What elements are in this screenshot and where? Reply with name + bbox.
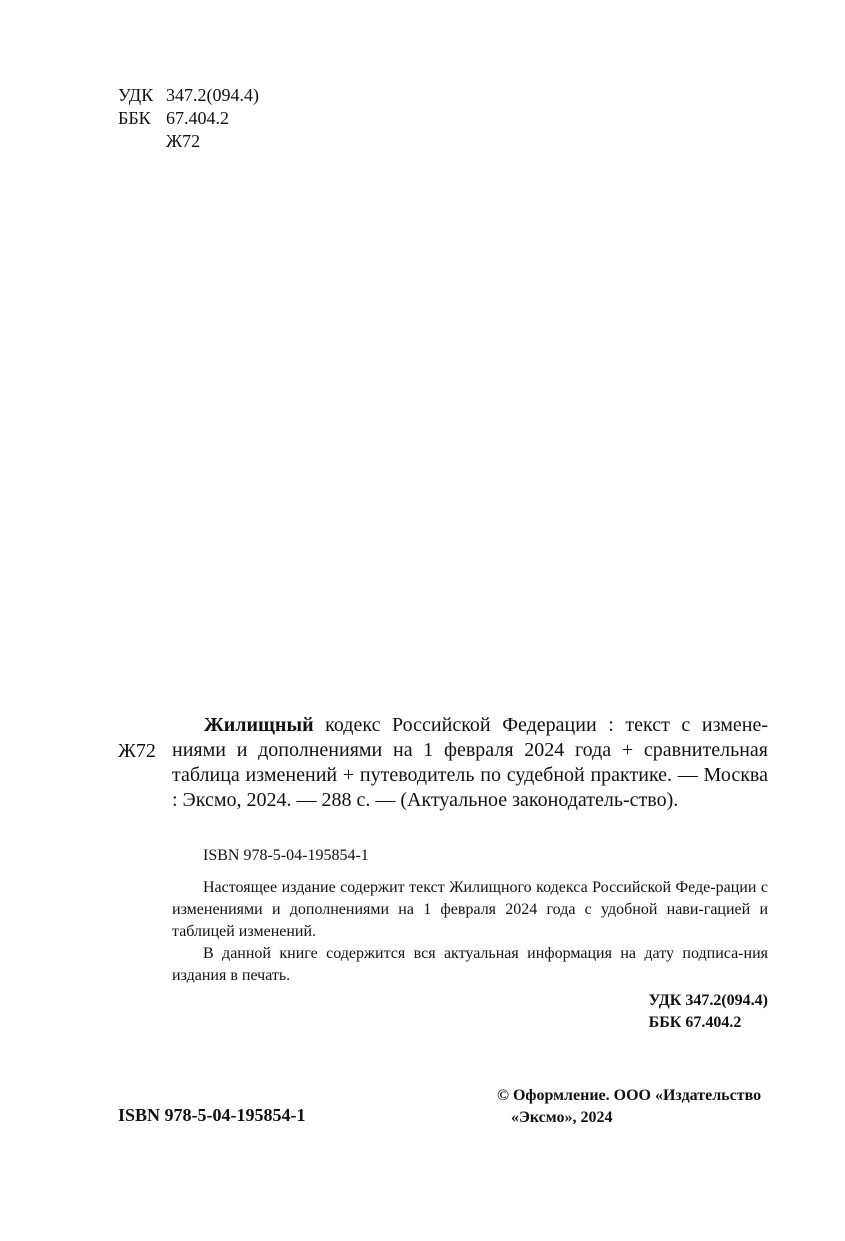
annotation [172,877,768,987]
record-isbn: ISBN 978-5-04-195854-1 [203,847,369,864]
bbk-value: 67.404.2 [166,108,229,128]
copyright-line-1: © Оформление. ООО «Издательство [497,1087,762,1104]
annotation-paragraph-1: Настоящее издание содержит текст Жилищного кодекса Российской Феде-рации с изменениями и дополнениями на 1 февраля 2024 года с удобной нави-гацией и таблицей изменений. [172,879,768,940]
margin-author-sign: Ж72 [118,740,156,762]
isbn-bottom: ISBN 978-5-04-195854-1 [118,1105,306,1125]
udk-right: УДК 347.2(094.4) [648,992,768,1009]
author-sign: Ж72 [166,131,201,151]
udk-row [118,84,259,107]
annotation-paragraph-2: В данной книге содержится вся актуальная информация на дату подписа-ния издания в печать. [172,945,768,984]
record-text: кодекс Российской Федерации : текст с измене-ниями и дополнениями на 1 февраля 2024 года + сравнительная таблица изменений + путеводитель по судебной практике. — Москва : Эксмо, 2024. — 288 с. — (Актуальное законодатель-ство). [172,714,768,811]
copyright-notice [497,1085,761,1129]
udk-value: 347.2(094.4) [166,85,259,105]
record-title-bold: Жилищный [204,714,314,736]
copyright-line-2: «Эксмо», 2024 [511,1109,613,1126]
bibliographic-record [172,713,768,813]
classification-right [649,990,768,1034]
udk-label: УДК [118,85,154,105]
bbk-right: ББК 67.404.2 [648,1014,742,1031]
bbk-row [118,107,259,130]
bbk-label: ББК [118,108,151,128]
top-classification-block [118,84,259,153]
